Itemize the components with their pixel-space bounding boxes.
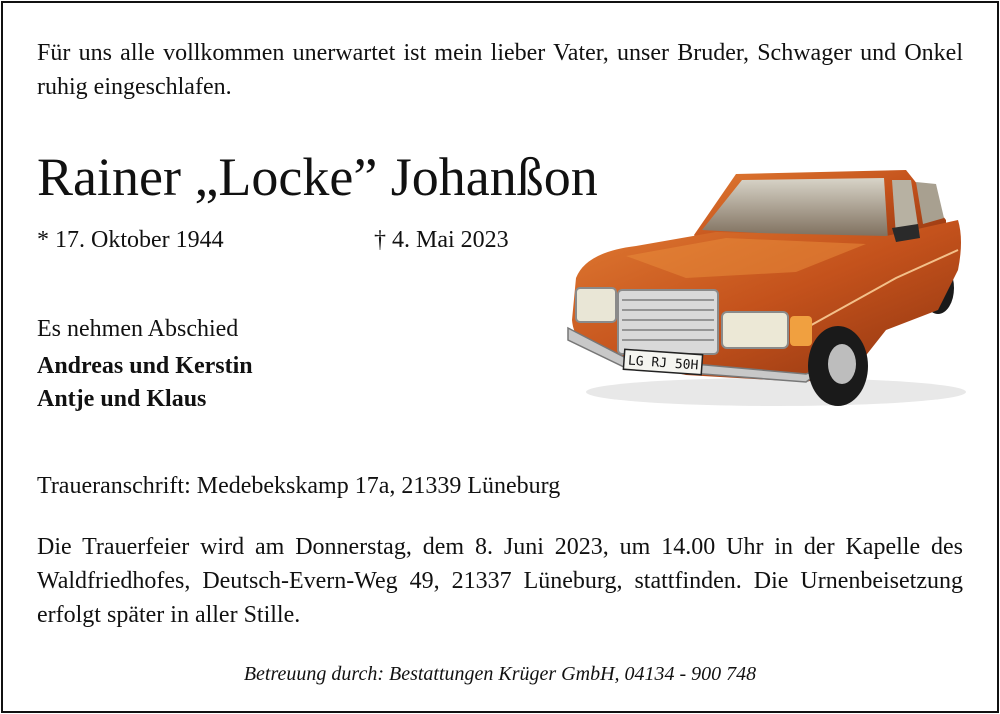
car-photo <box>566 160 966 420</box>
front-hubcap <box>828 344 856 384</box>
headlight-left <box>576 288 616 322</box>
death-date: † 4. Mai 2023 <box>374 227 509 253</box>
deceased-name: Rainer „Locke” Johanßon <box>37 147 598 207</box>
life-dates <box>37 225 509 255</box>
mourning-address: Traueranschrift: Medebekskamp 17a, 21339 Lüneburg <box>37 473 561 499</box>
mourner-1: Andreas und Kerstin <box>37 353 253 379</box>
headlight-right <box>722 312 788 348</box>
license-plate-text: LG RJ 50H <box>627 353 699 374</box>
service-details: Die Trauerfeier wird am Donnerstag, dem 8. Juni 2023, um 14.00 Uhr in der Kapelle des Waldfriedhofes, Deutsch-Evern-Weg 49, 21337 Lüneburg, stattfinden. Die Urnenbeisetzung erfolgt später in aller Stille. <box>37 534 963 628</box>
car-shadow <box>586 378 966 406</box>
mourner-2: Antje und Klaus <box>37 386 207 412</box>
intro-text: Für uns alle vollkommen unerwartet ist mein lieber Vater, unser Bruder, Schwager und Onkel ruhig eingeschlafen. <box>37 40 963 100</box>
indicator-right <box>790 316 812 346</box>
birth-date: * 17. Oktober 1944 <box>37 227 224 253</box>
mourners-label: Es nehmen Abschied <box>37 316 239 342</box>
funeral-home-credit: Betreuung durch: Bestattungen Krüger GmbH, 04134 - 900 748 <box>243 663 757 685</box>
